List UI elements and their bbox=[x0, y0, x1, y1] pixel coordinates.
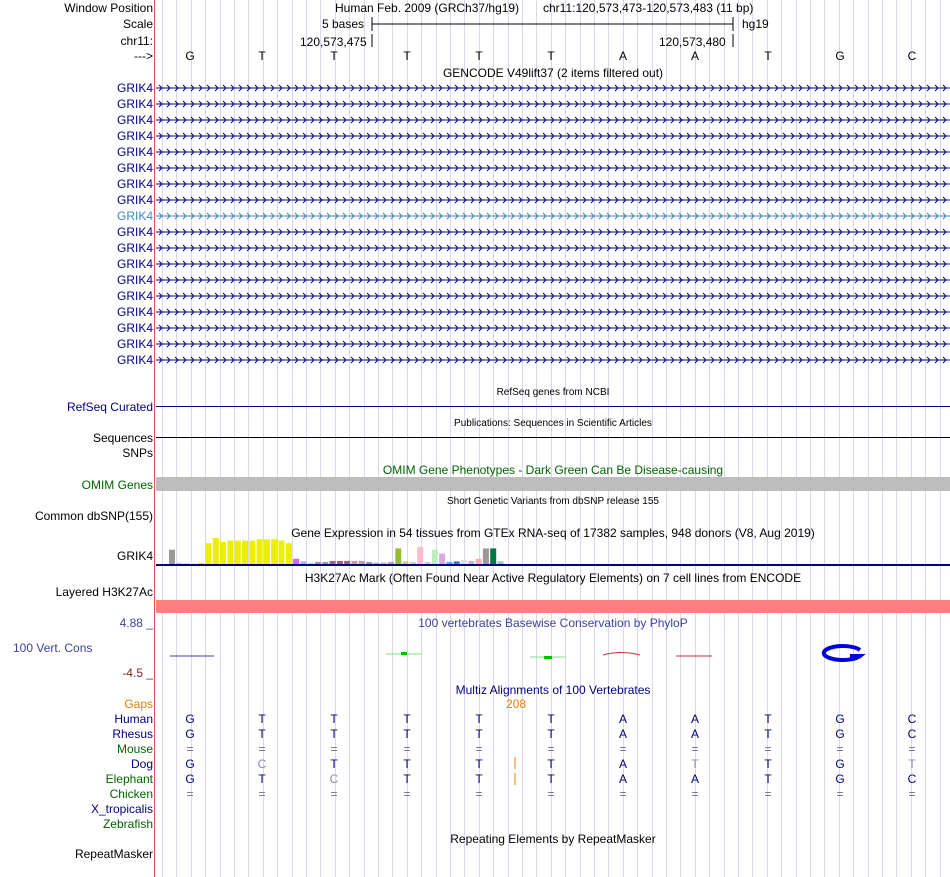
species-base: = bbox=[619, 787, 627, 801]
gtex-bar[interactable] bbox=[461, 560, 467, 564]
publications-label[interactable]: Sequences bbox=[92, 431, 153, 445]
gtex-bar[interactable] bbox=[337, 561, 343, 564]
gencode-row-label[interactable]: GRIK4 bbox=[116, 97, 153, 111]
gtex-bar[interactable] bbox=[373, 563, 379, 564]
phylop-label[interactable]: 100 Vert. Cons bbox=[13, 641, 93, 655]
species-base: T bbox=[403, 757, 411, 771]
species-label[interactable]: Mouse bbox=[116, 742, 153, 756]
species-base: T bbox=[403, 712, 411, 726]
species-base: G bbox=[185, 712, 195, 726]
gtex-bar[interactable] bbox=[352, 561, 358, 564]
species-base: G bbox=[185, 772, 195, 786]
species-base: = bbox=[403, 787, 411, 801]
gtex-bar[interactable] bbox=[381, 562, 387, 564]
chrom-label: chr11: bbox=[120, 34, 153, 48]
gencode-row-label[interactable]: GRIK4 bbox=[116, 225, 153, 239]
species-base: A bbox=[690, 712, 699, 726]
gencode-transcript-line[interactable] bbox=[156, 227, 950, 237]
gtex-bar[interactable] bbox=[220, 542, 226, 564]
conservation-g-logo bbox=[824, 646, 860, 660]
species-base: C bbox=[257, 757, 267, 771]
gencode-title: GENCODE V49lift37 (2 items filtered out) bbox=[442, 66, 664, 80]
species-base: C bbox=[907, 772, 917, 786]
gtex-bar[interactable] bbox=[498, 561, 504, 564]
species-base: T bbox=[330, 712, 338, 726]
gencode-row-label[interactable]: GRIK4 bbox=[116, 113, 153, 127]
species-base: G bbox=[835, 727, 845, 741]
gencode-row-label[interactable]: GRIK4 bbox=[116, 273, 153, 287]
gtex-bar[interactable] bbox=[490, 548, 496, 564]
species-base: = bbox=[547, 787, 555, 801]
species-base: T bbox=[475, 772, 483, 786]
species-base: G bbox=[185, 727, 195, 741]
gtex-bar[interactable] bbox=[344, 561, 350, 564]
gtex-bar[interactable] bbox=[198, 563, 204, 564]
species-base: A bbox=[618, 772, 627, 786]
base-letter: A bbox=[690, 49, 699, 63]
species-base: T bbox=[764, 712, 772, 726]
omim-bar[interactable] bbox=[156, 477, 950, 491]
refseq-title: RefSeq genes from NCBI bbox=[496, 387, 610, 398]
gtex-bar[interactable] bbox=[227, 541, 233, 564]
species-base: = bbox=[330, 742, 338, 756]
gencode-row-label[interactable]: GRIK4 bbox=[116, 193, 153, 207]
species-base: = bbox=[475, 787, 483, 801]
species-base: A bbox=[618, 712, 627, 726]
gtex-bar[interactable] bbox=[293, 559, 299, 564]
species-base: C bbox=[329, 772, 339, 786]
species-base: T bbox=[403, 727, 411, 741]
gap-markers bbox=[514, 757, 516, 787]
gencode-transcript-line[interactable] bbox=[156, 323, 950, 333]
publications-line bbox=[156, 437, 950, 438]
db-text: hg19 bbox=[742, 17, 769, 31]
species-label[interactable]: Human bbox=[114, 712, 153, 726]
phylop-graph[interactable] bbox=[156, 640, 950, 660]
repeatmasker-label[interactable]: RepeatMasker bbox=[74, 847, 153, 861]
gtex-bar[interactable] bbox=[388, 562, 394, 564]
repeatmasker-title: Repeating Elements by RepeatMasker bbox=[450, 832, 656, 846]
gtex-bar[interactable] bbox=[264, 539, 270, 564]
species-base: = bbox=[691, 787, 699, 801]
gencode-transcript-line[interactable] bbox=[156, 259, 950, 269]
gencode-row-label[interactable]: GRIK4 bbox=[116, 145, 153, 159]
h3k27ac-bar[interactable] bbox=[156, 600, 950, 613]
species-base: T bbox=[908, 757, 916, 771]
species-base: = bbox=[619, 742, 627, 756]
base-letter: G bbox=[835, 49, 845, 63]
species-base: T bbox=[475, 757, 483, 771]
base-letter: T bbox=[547, 49, 555, 63]
gtex-bar[interactable] bbox=[279, 541, 285, 564]
gtex-bar[interactable] bbox=[366, 562, 372, 564]
gencode-row-label[interactable]: GRIK4 bbox=[116, 209, 153, 223]
gencode-row-label[interactable]: GRIK4 bbox=[116, 321, 153, 335]
species-base: T bbox=[475, 712, 483, 726]
coord-1: 120,573,475 bbox=[300, 35, 367, 49]
species-base: T bbox=[764, 727, 772, 741]
species-label[interactable]: Chicken bbox=[109, 787, 153, 801]
scale-text: 5 bases bbox=[322, 17, 365, 31]
gtex-bar[interactable] bbox=[169, 550, 175, 564]
gencode-transcript-line[interactable] bbox=[156, 339, 950, 349]
refseq-label[interactable]: RefSeq Curated bbox=[66, 400, 153, 414]
gtex-bar[interactable] bbox=[176, 563, 182, 564]
phylop-min: -4.5 _ bbox=[122, 666, 153, 680]
species-base: = bbox=[547, 742, 555, 756]
gtex-bar[interactable] bbox=[271, 539, 277, 564]
gencode-transcript-line[interactable] bbox=[156, 115, 950, 125]
label-separator bbox=[154, 0, 155, 877]
base-letter: T bbox=[764, 49, 772, 63]
gtex-label[interactable]: GRIK4 bbox=[116, 549, 153, 563]
gtex-bar[interactable] bbox=[483, 548, 489, 564]
gencode-transcript-line[interactable] bbox=[156, 211, 950, 221]
publications-title: Publications: Sequences in Scientific Articles bbox=[454, 418, 652, 429]
species-label[interactable]: Rhesus bbox=[112, 727, 153, 741]
strand-label: ---> bbox=[134, 49, 153, 63]
position-text[interactable]: chr11:120,573,473-120,573,483 (11 bp) bbox=[543, 1, 754, 15]
species-base: G bbox=[185, 757, 195, 771]
species-label[interactable]: Zebrafish bbox=[102, 817, 153, 831]
gencode-transcript-line[interactable] bbox=[156, 195, 950, 205]
gencode-transcript-line[interactable] bbox=[156, 307, 950, 317]
gtex-bar[interactable] bbox=[184, 563, 190, 564]
species-label[interactable]: Elephant bbox=[105, 772, 153, 786]
species-label[interactable]: Dog bbox=[130, 757, 153, 771]
omim-title: OMIM Gene Phenotypes - Dark Green Can Be Disease-causing bbox=[382, 463, 724, 477]
species-base: T bbox=[475, 727, 483, 741]
gtex-bar[interactable] bbox=[359, 561, 365, 564]
phylop-title: 100 vertebrates Basewise Conservation by PhyloP bbox=[418, 616, 688, 630]
base-letter: T bbox=[475, 49, 483, 63]
gtex-bar[interactable] bbox=[257, 539, 263, 564]
snps-label[interactable]: SNPs bbox=[122, 446, 153, 460]
dbsnp-title: Short Genetic Variants from dbSNP release 155 bbox=[447, 496, 659, 507]
species-base: = bbox=[764, 787, 772, 801]
gencode-row-label[interactable]: GRIK4 bbox=[116, 353, 153, 367]
base-letter: C bbox=[907, 49, 917, 63]
species-base: A bbox=[690, 727, 699, 741]
species-base: = bbox=[403, 742, 411, 756]
species-base: T bbox=[691, 757, 699, 771]
species-base: = bbox=[475, 742, 483, 756]
gtex-bar[interactable] bbox=[403, 561, 409, 564]
gencode-transcript-line[interactable] bbox=[156, 179, 950, 189]
species-base: A bbox=[618, 757, 627, 771]
species-base: G bbox=[835, 772, 845, 786]
gtex-bar[interactable] bbox=[417, 547, 423, 564]
gtex-bar[interactable] bbox=[213, 538, 219, 564]
gtex-bar[interactable] bbox=[191, 563, 197, 564]
gtex-bar[interactable] bbox=[249, 541, 255, 564]
base-letter: T bbox=[330, 49, 338, 63]
gencode-row-label[interactable]: GRIK4 bbox=[116, 337, 153, 351]
base-letter: T bbox=[258, 49, 266, 63]
gtex-title: Gene Expression in 54 tissues from GTEx RNA-seq of 17382 samples, 948 donors (V8, Aug 2019) bbox=[291, 526, 815, 540]
gaps-label[interactable]: Gaps bbox=[124, 697, 153, 711]
gtex-bar[interactable] bbox=[410, 562, 416, 564]
species-base: T bbox=[403, 772, 411, 786]
gencode-transcript-line[interactable] bbox=[156, 291, 950, 301]
species-base: = bbox=[691, 742, 699, 756]
species-base: T bbox=[330, 727, 338, 741]
species-base: T bbox=[547, 712, 555, 726]
species-base: G bbox=[835, 757, 845, 771]
gencode-row-label[interactable]: GRIK4 bbox=[116, 305, 153, 319]
species-base: T bbox=[258, 727, 266, 741]
gtex-bar[interactable] bbox=[476, 559, 482, 564]
base-letter: G bbox=[185, 49, 195, 63]
gencode-row-label[interactable]: GRIK4 bbox=[116, 289, 153, 303]
base-letter: T bbox=[403, 49, 411, 63]
species-base: = bbox=[908, 742, 916, 756]
gencode-row-label[interactable]: GRIK4 bbox=[116, 241, 153, 255]
gtex-bar[interactable] bbox=[439, 554, 445, 564]
species-base: T bbox=[547, 727, 555, 741]
phylop-max: 4.88 _ bbox=[119, 616, 153, 630]
gtex-bar[interactable] bbox=[308, 563, 314, 564]
species-base: = bbox=[258, 742, 266, 756]
gtex-bar[interactable] bbox=[395, 548, 401, 564]
species-base: T bbox=[258, 772, 266, 786]
coord-2: 120,573,480 bbox=[659, 35, 726, 49]
species-base: = bbox=[836, 742, 844, 756]
species-base: T bbox=[764, 757, 772, 771]
assembly-text: Human Feb. 2009 (GRCh37/hg19) bbox=[335, 1, 520, 15]
gtex-bar[interactable] bbox=[206, 543, 212, 564]
gtex-bar[interactable] bbox=[300, 561, 306, 564]
refseq-line bbox=[156, 406, 950, 407]
base-letter: A bbox=[618, 49, 627, 63]
h3k27ac-title: H3K27Ac Mark (Often Found Near Active Regulatory Elements) on 7 cell lines from ENCODE bbox=[304, 571, 802, 585]
gtex-bar[interactable] bbox=[432, 550, 438, 564]
species-base: = bbox=[836, 787, 844, 801]
gencode-transcript-line[interactable] bbox=[156, 275, 950, 285]
gtex-bar[interactable] bbox=[235, 541, 241, 564]
gtex-bar[interactable] bbox=[322, 562, 328, 564]
species-base: G bbox=[835, 712, 845, 726]
species-base: T bbox=[764, 772, 772, 786]
gencode-row-label[interactable]: GRIK4 bbox=[116, 161, 153, 175]
gtex-bar[interactable] bbox=[315, 562, 321, 564]
gtex-bar[interactable] bbox=[330, 561, 336, 564]
gencode-transcript-line[interactable] bbox=[156, 355, 950, 365]
gencode-transcript-line[interactable] bbox=[156, 131, 950, 141]
h3k27ac-label[interactable]: Layered H3K27Ac bbox=[55, 585, 153, 599]
species-base: = bbox=[186, 787, 194, 801]
gencode-row-label[interactable]: GRIK4 bbox=[116, 129, 153, 143]
gencode-transcript-line[interactable] bbox=[156, 99, 950, 109]
species-base: C bbox=[907, 727, 917, 741]
species-label[interactable]: X_tropicalis bbox=[90, 802, 153, 816]
species-base: T bbox=[330, 757, 338, 771]
scale-label: Scale bbox=[122, 17, 153, 31]
dbsnp-label[interactable]: Common dbSNP(155) bbox=[34, 509, 153, 523]
multiz-title: Multiz Alignments of 100 Vertebrates bbox=[455, 683, 651, 697]
omim-label[interactable]: OMIM Genes bbox=[81, 478, 153, 492]
species-base: T bbox=[547, 772, 555, 786]
species-base: = bbox=[186, 742, 194, 756]
species-base: T bbox=[547, 757, 555, 771]
gtex-bar[interactable] bbox=[446, 562, 452, 564]
gencode-transcript-line[interactable] bbox=[156, 147, 950, 157]
species-base: = bbox=[258, 787, 266, 801]
gtex-bars[interactable] bbox=[156, 538, 950, 568]
species-base: A bbox=[618, 727, 627, 741]
species-base: = bbox=[908, 787, 916, 801]
gtex-bar[interactable] bbox=[454, 561, 460, 564]
gtex-bar[interactable] bbox=[425, 562, 431, 564]
gencode-transcript-line[interactable] bbox=[156, 163, 950, 173]
gap-value: 208 bbox=[506, 697, 527, 711]
species-base: C bbox=[907, 712, 917, 726]
gencode-transcript-line[interactable] bbox=[156, 243, 950, 253]
gtex-bar[interactable] bbox=[468, 561, 474, 564]
gencode-row-label[interactable]: GRIK4 bbox=[116, 177, 153, 191]
species-base: T bbox=[258, 712, 266, 726]
species-base: = bbox=[764, 742, 772, 756]
window-position-label: Window Position bbox=[64, 1, 153, 15]
species-base: = bbox=[330, 787, 338, 801]
gtex-bar[interactable] bbox=[242, 541, 248, 564]
species-base: A bbox=[690, 772, 699, 786]
gtex-bar[interactable] bbox=[286, 543, 292, 564]
gencode-transcript-line[interactable] bbox=[156, 83, 950, 93]
gencode-row-label[interactable]: GRIK4 bbox=[116, 257, 153, 271]
gencode-row-label[interactable]: GRIK4 bbox=[116, 81, 153, 95]
